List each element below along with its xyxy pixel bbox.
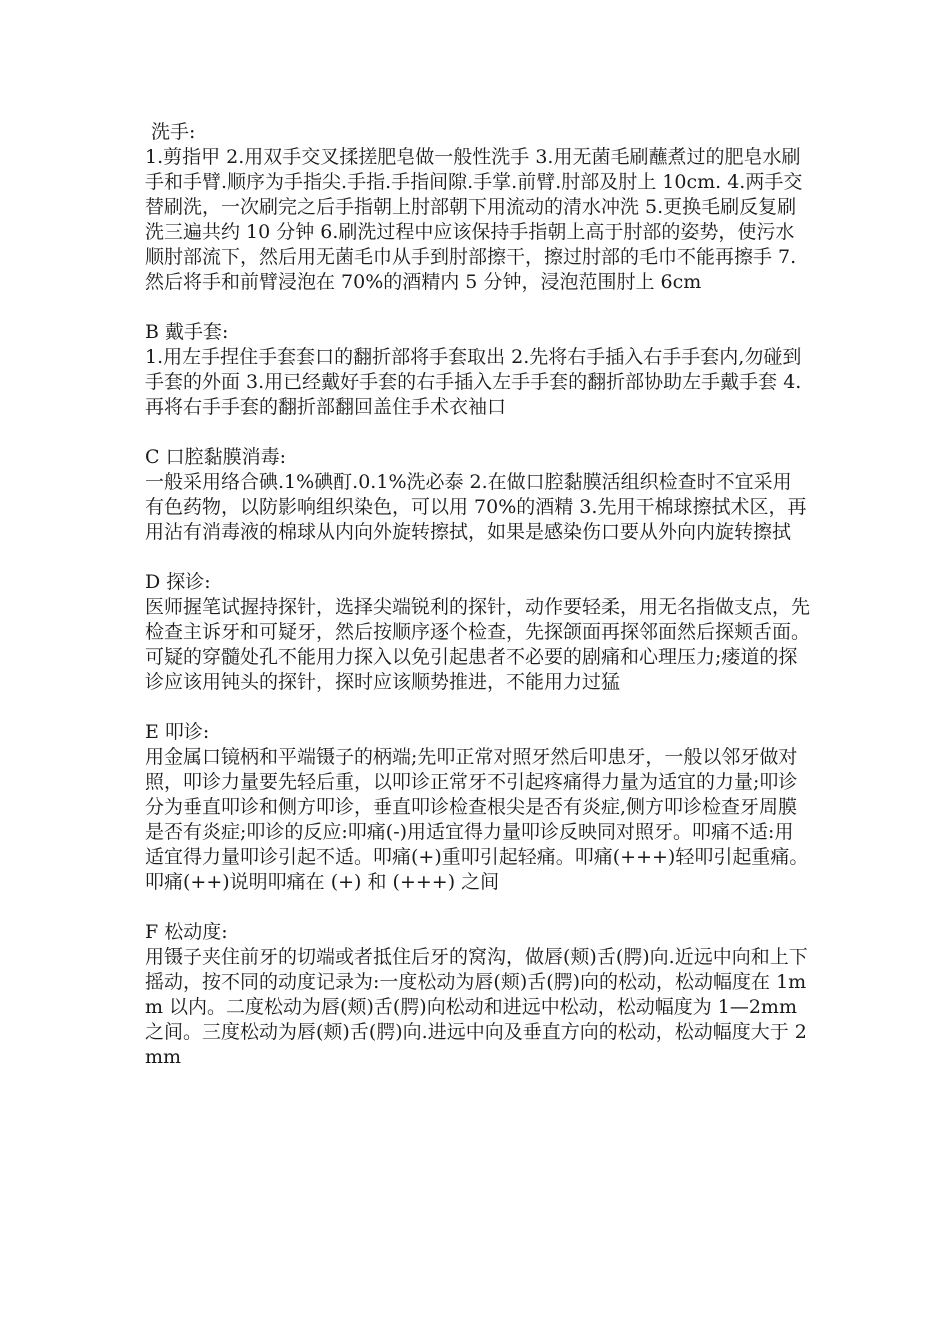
- section-tooth-mobility: [145, 920, 810, 1070]
- section-gloving: [145, 320, 810, 420]
- section-title: D 探诊:: [145, 571, 211, 593]
- section-title: F 松动度:: [145, 921, 228, 943]
- section-probing: [145, 570, 810, 695]
- section-title: B 戴手套:: [145, 321, 229, 343]
- section-title: C 口腔黏膜消毒:: [145, 446, 286, 468]
- section-title: 洗手:: [145, 121, 196, 143]
- section-body: 医师握笔试握持探针，选择尖端锐利的探针，动作要轻柔，用无名指做支点，先检查主诉牙和可疑牙，然后按顺序逐个检查，先探颌面再探邻面然后探颊舌面。可疑的穿髓处孔不能用力探入以免引起患者不必要的剧痛和心理压力;瘘道的探诊应该用钝头的探针，探时应该顺势推进，不能用力过猛: [145, 596, 811, 693]
- section-body: 1.用左手捏住手套套口的翻折部将手套取出 2.先将右手插入右手手套内,勿碰到手套的外面 3.用已经戴好手套的右手插入左手手套的翻折部协助左手戴手套 4.再将右手手套的翻折部翻回盖住手术衣袖口: [145, 346, 802, 418]
- document-page: [145, 120, 810, 1095]
- section-body: 1.剪指甲 2.用双手交叉揉搓肥皂做一般性洗手 3.用无菌毛刷蘸煮过的肥皂水刷手和手臂.顺序为手指尖.手指.手指间隙.手掌.前臂.肘部及肘上 10cm. 4.两手交替刷洗，一次刷完之后手指朝上肘部朝下用流动的清水冲洗 5.更换毛刷反复刷洗三遍共约 10 分钟 6.刷洗过程中应该保持手指朝上高于肘部的姿势，使污水顺肘部流下，然后用无菌毛巾从手到肘部擦干，擦过肘部的毛巾不能再擦手 7.然后将手和前臂浸泡在 70%的酒精内 5 分钟，浸泡范围肘上 6cm: [145, 146, 803, 293]
- section-body: 用金属口镜柄和平端镊子的柄端;先叩正常对照牙然后叩患牙，一般以邻牙做对照，叩诊力量要先轻后重，以叩诊正常牙不引起疼痛得力量为适宜的力量;叩诊分为垂直叩诊和侧方叩诊，垂直叩诊检查根尖是否有炎症,侧方叩诊检查牙周膜是否有炎症;叩诊的反应:叩痛(-)用适宜得力量叩诊反映同对照牙。叩痛不适:用适宜得力量叩诊引起不适。叩痛(+)重叩引起轻痛。叩痛(+++)轻叩引起重痛。叩痛(++)说明叩痛在 (+) 和 (+++) 之间: [145, 746, 809, 893]
- section-hand-washing: [145, 120, 810, 295]
- section-percussion: [145, 720, 810, 895]
- section-body: 一般采用络合碘.1%碘酊.0.1%洗必泰 2.在做口腔黏膜活组织检查时不宜采用有色药物，以防影响组织染色，可以用 70%的酒精 3.先用干棉球擦拭术区，再用沾有消毒液的棉球从内向外旋转擦拭，如果是感染伤口要从外向内旋转擦拭: [145, 471, 807, 543]
- section-oral-mucosa-disinfection: [145, 445, 810, 545]
- section-title: E 叩诊:: [145, 721, 210, 743]
- section-body: 用镊子夹住前牙的切端或者抵住后牙的窝沟，做唇(颊)舌(腭)向.近远中向和上下摇动，按不同的动度记录为:一度松动为唇(颊)舌(腭)向的松动，松动幅度在 1mm 以内。二度松动为唇(颊)舌(腭)向松动和进远中松动，松动幅度为 1—2mm 之间。三度松动为唇(颊)舌(腭)向.进远中向及垂直方向的松动，松动幅度大于 2mm: [145, 946, 808, 1068]
